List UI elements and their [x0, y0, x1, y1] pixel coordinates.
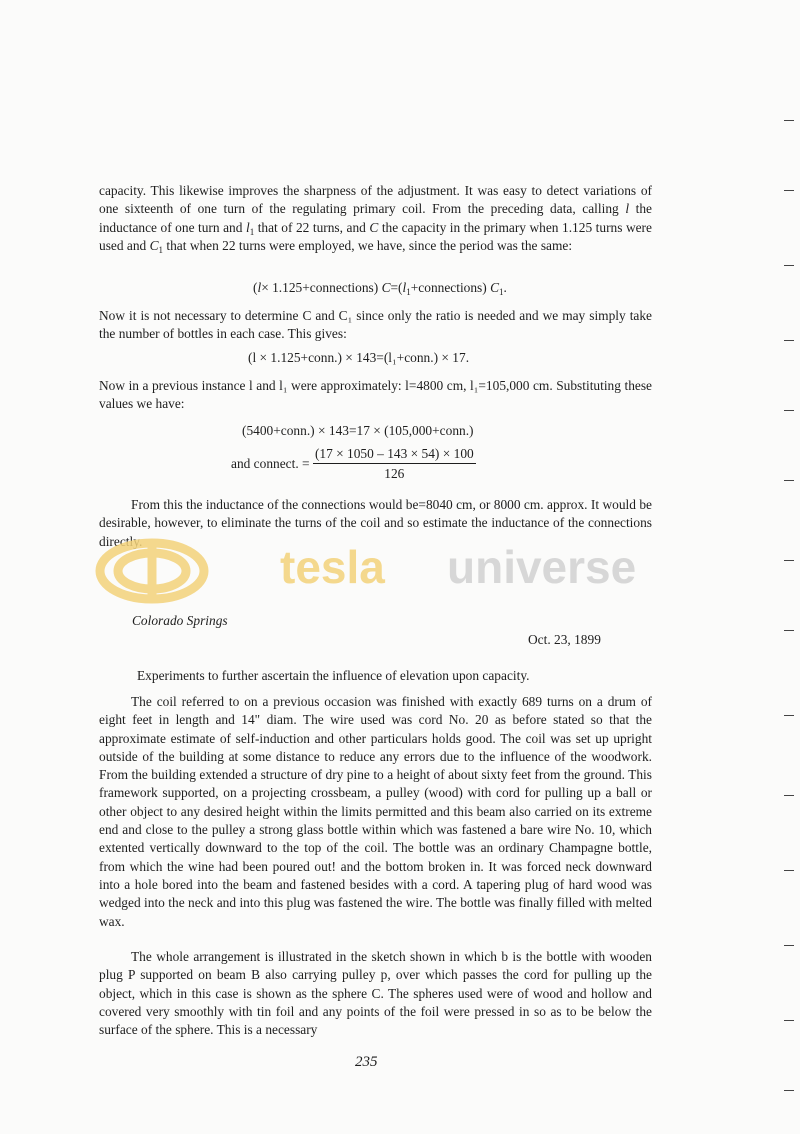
equation-2: (l × 1.125+conn.) × 143=(l₁+conn.) × 17.	[248, 350, 470, 365]
paragraph-3: Now in a previous instance l and l₁ were approximately: l=4800 cm, l₁=105,000 cm. Substituting these values we have:	[99, 378, 652, 412]
page-edge-marks	[780, 0, 800, 1134]
paragraph-6: The whole arrangement is illustrated in the sketch shown in which b is the bottle with wooden plug P supported on beam B also carrying pulley p, over which passes the cord for pulling up the object, which in this case is shown as the sphere C. The spheres used were of wood and hollow and covered very smoothly with tin foil and any points of the foil were pressed in so as to be below the surface of the sphere. This is a necessary	[99, 949, 652, 1038]
coil-logo-icon	[100, 543, 204, 599]
equation-3: (5400+conn.) × 143=17 × (105,000+conn.)	[242, 423, 474, 438]
paragraph-2: Now it is not necessary to determine C and C₁ since only the ratio is needed and we may simply take the number of bottles in each case. This gives:	[99, 308, 652, 342]
paragraph-4: From this the inductance of the connections would be=8040 cm, or 8000 cm. approx. It would be desirable, however, to eliminate the turns of the coil and so estimate the inductance of the connections directly.	[99, 497, 652, 549]
location: Colorado Springs	[132, 613, 228, 628]
section-heading: Experiments to further ascertain the influence of elevation upon capacity.	[137, 668, 530, 683]
paragraph-1: capacity. This likewise improves the sharpness of the adjustment. It was easy to detect variations of one sixteenth of one turn of the regulating primary coil. From the preceding data, calling l the inductance of one turn and $l_1$ that of 22 turns, and C the capacity in the primary when 1.125 turns were used and $C_1$ that when 22 turns were employed, we have, since the period was the same:	[99, 183, 652, 255]
equation-4: and connect. = $\frac{(17 \times 1050 - 143 \times 54) \times 100}{126}$	[231, 446, 474, 481]
equation-1: (l× 1.125+connections) $C=(l_1+connections)$ $C_1$.	[253, 280, 507, 297]
page-number: 235	[355, 1054, 378, 1070]
watermark-text-tesla: tesla	[280, 541, 385, 593]
tesla-universe-watermark	[92, 535, 712, 605]
watermark-text-universe: universe	[447, 541, 637, 593]
paragraph-5: The coil referred to on a previous occasion was finished with exactly 689 turns on a drum of eight feet in length and 14" diam. The wire used was cord No. 20 as before stated so that the approximate estimate of self-induction and other particulars holds good. The coil was set up upright outside of the building at some distance to reduce any errors due to the influence of the woodwork. From the building extended a structure of dry pine to a height of about sixty feet from the ground. This framework supported, on a projecting crossbeam, a pulley (wood) with cord for pulling up a ball or other object to any desired height within the limits permitted and this beam also carried on its extreme end and close to the pulley a strong glass bottle within which was fastened a bare wire No. 10, which extented vertically downward to the top of the coil. The bottle was an ordinary Champagne bottle, from which the wine had been poured out! and the bottom broken in. It was forced neck downward into a hole bored into the beam and fastened besides with a cord. A tapering plug of hard wood was wedged into the neck and into this plug was fastened the wire. The bottle was finally filled with melted wax.	[99, 694, 652, 929]
date: Oct. 23, 1899	[528, 632, 601, 647]
fraction: $\frac{(17 \times 1050 - 143 \times 54) \times 100}{126}$	[314, 446, 474, 481]
